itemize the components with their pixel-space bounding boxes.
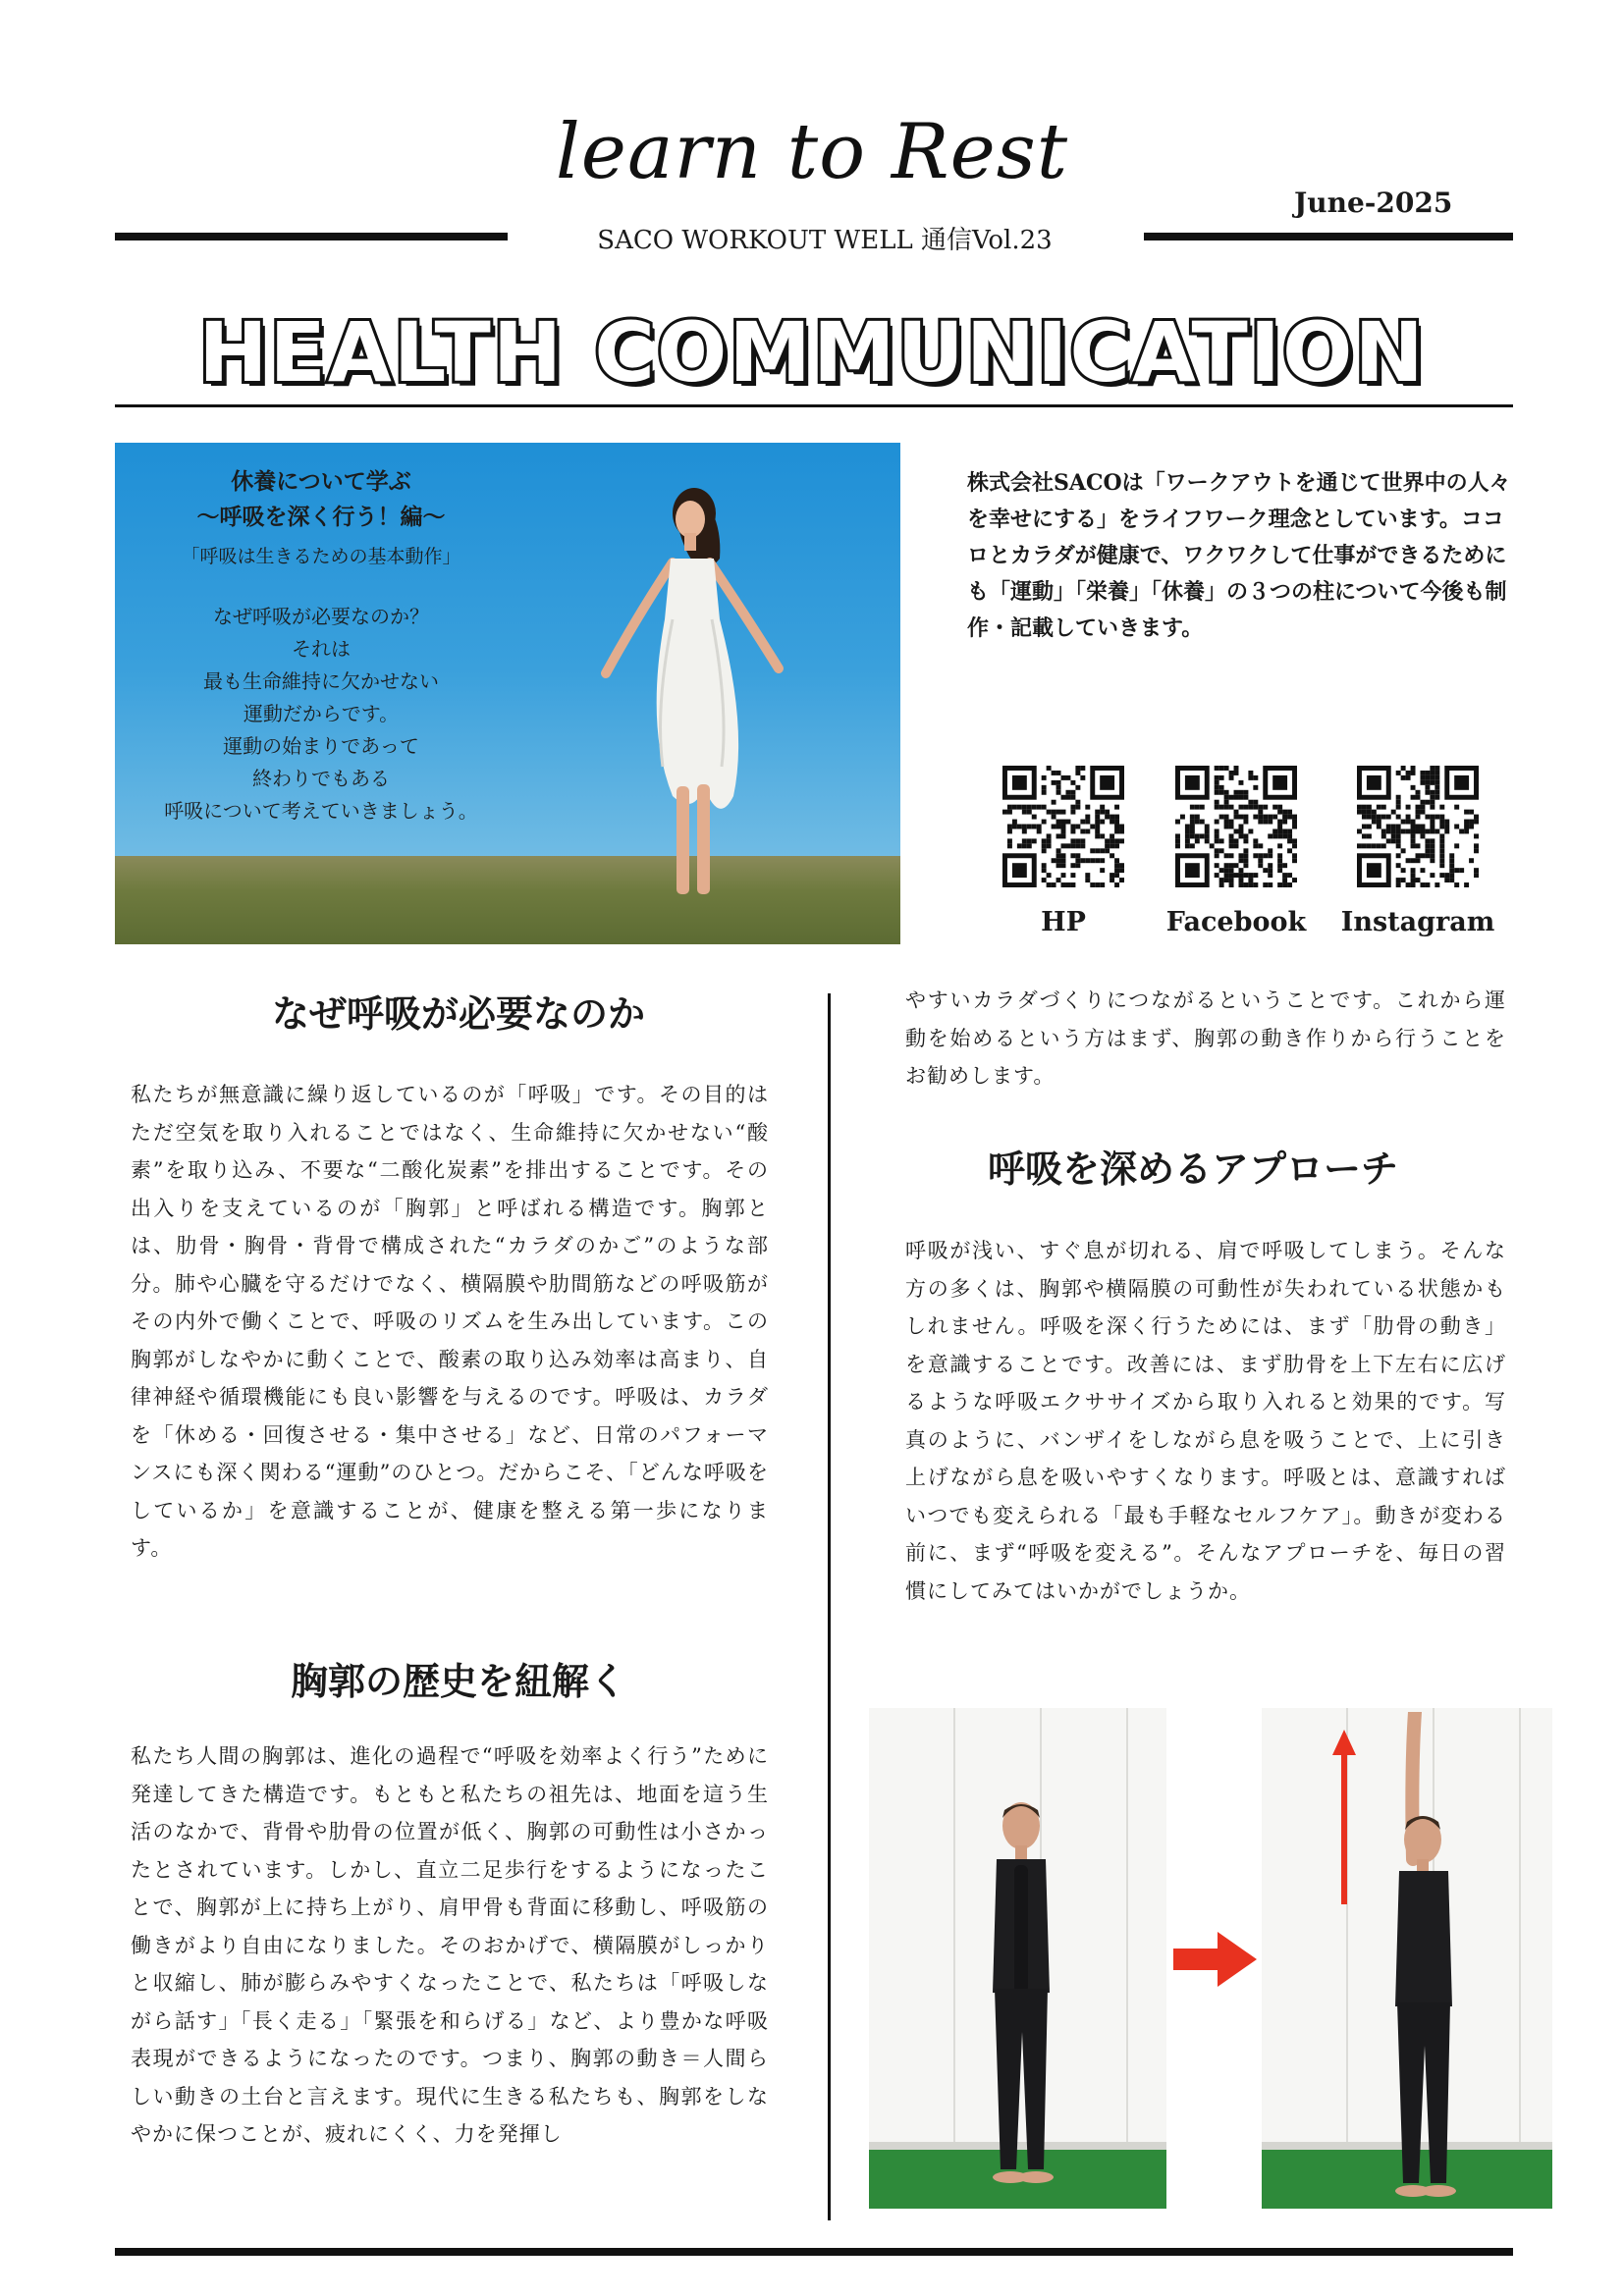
photo-standing [869,1708,1166,2209]
footer-rule [115,2248,1513,2256]
section-title-approach: 呼吸を深めるアプローチ [987,1147,1398,1191]
hero-line: なぜ呼吸が必要なのか？ [213,605,429,628]
section-title-history: 胸郭の歴史を紐解く [290,1659,626,1703]
script-title: learn to Rest [555,108,1069,196]
company-intro: 株式会社SACOは「ワークアウトを通じて世界中の人々を幸せにする」をライフワーク理念としています。ココロとカラダが健康で、ワクワクして仕事ができるためにも「運動」「栄養」「休養」の３つの柱について今後も制作・記載していきます。 [967,470,1511,641]
qr-label-instagram: Instagram [1340,907,1495,937]
man-standing-illustration [967,1796,1075,2199]
headline-rule [115,404,1513,407]
hero-line: 運動の始まりであって [223,734,419,758]
hero-text-block [144,464,498,828]
hero-title-line2: 〜呼吸を深く行う！編〜 [196,504,446,530]
man-arms-raised-illustration [1358,1712,1476,2203]
arrow-right-icon [1173,1932,1257,1987]
hero-title-line1: 休養について学ぶ [231,468,411,495]
photo-arms-raised [1262,1708,1552,2209]
hero-line: 最も生命維持に欠かせない [203,669,439,693]
hero-line: 呼吸について考えていきましょう。 [164,799,478,823]
hero-line: 運動だからです。 [243,702,400,725]
header-rule-right [1144,233,1513,240]
section-title-why: なぜ呼吸が必要なのか [271,991,645,1036]
headline: HEALTH COMMUNICATION [198,304,1426,400]
qr-code-icon[interactable] [1357,766,1479,887]
qr-label-hp: HP [1041,907,1086,937]
hero-quote: 「呼吸は生きるための基本動作」 [181,546,461,567]
section-body-why: 私たちが無意識に繰り返しているのが「呼吸」です。その目的はただ空気を取り入れることではなく、生命維持に欠かせない“酸素”を取り込み、不要な“二酸化炭素”を排出することです。その出入りを支えているのが「胸郭」と呼ばれる構造です。胸郭とは、肋骨・胸骨・背骨で構成された“カラダのかご”のような部分。肺や心臓を守るだけでなく、横隔膜や肋間筋などの呼吸筋がその内外で働くことで、呼吸のリズムを生み出しています。この胸郭がしなやかに動くことで、酸素の取り込み効率は高まり、自律神経や循環機能にも良い影響を与えるのです。呼吸は、カラダを「休める・回復させる・集中させる」など、日常のパフォーマンスにも深く関わる“運動”のひとつ。だからこそ、「どんな呼吸をしているか」を意識することが、健康を整える第一歩になります。 [131,1083,769,1560]
hero-photo [115,443,900,944]
column-divider [828,993,831,2220]
qr-code-icon[interactable] [1175,766,1297,887]
issue-subtitle: SACO WORKOUT WELL 通信Vol.23 [597,226,1053,255]
hero-line: それは [292,637,351,661]
woman-figure-illustration [547,472,841,914]
qr-label-facebook: Facebook [1165,907,1307,937]
qr-code-icon[interactable] [1002,766,1124,887]
header-rule-left [115,233,508,240]
section-body-history: 私たち人間の胸郭は、進化の過程で“呼吸を効率よく行う”ために発達してきた構造です。もともと私たちの祖先は、地面を這う生活のなかで、背骨や肋骨の位置が低く、胸郭の可動性は小さかったとされています。しかし、直立二足歩行をするようになったことで、胸郭が上に持ち上がり、肩甲骨も背面に移動し、呼吸筋の働きがより自由になりました。そのおかげで、横隔膜がしっかりと収縮し、肺が膨らみやすくなったことで、私たちは「呼吸しながら話す」「長く走る」「緊張を和らげる」など、より豊かな呼吸表現ができるようになったのです。つまり、胸郭の動き＝人間らしい動きの土台と言えます。現代に生きる私たちも、胸郭をしなやかに保つことが、疲れにくく、力を発揮し [131,1744,769,2146]
hero-line: 終わりでもある [252,767,390,790]
arrow-up-icon [1332,1730,1356,1904]
issue-date: June-2025 [1294,187,1453,219]
section-body-continued: やすいカラダづくりにつながるということです。これから運動を始めるという方はまず、胸郭の動き作りから行うことをお勧めします。 [905,988,1506,1088]
section-body-approach: 呼吸が浅い、すぐ息が切れる、肩で呼吸してしまう。そんな方の多くは、胸郭や横隔膜の可動性が失われている状態かもしれません。呼吸を深く行うためには、まず「肋骨の動き」を意識することです。改善には、まず肋骨を上下左右に広げるような呼吸エクササイズから取り入れると効果的です。写真のように、バンザイをしながら息を吸うことで、上に引き上げながら息を吸いやすくなります。呼吸とは、意識すればいつでも変えられる「最も手軽なセルフケア」。動きが変わる前に、まず“呼吸を変える”。そんなアプローチを、毎日の習慣にしてみてはいかがでしょうか。 [905,1239,1506,1603]
